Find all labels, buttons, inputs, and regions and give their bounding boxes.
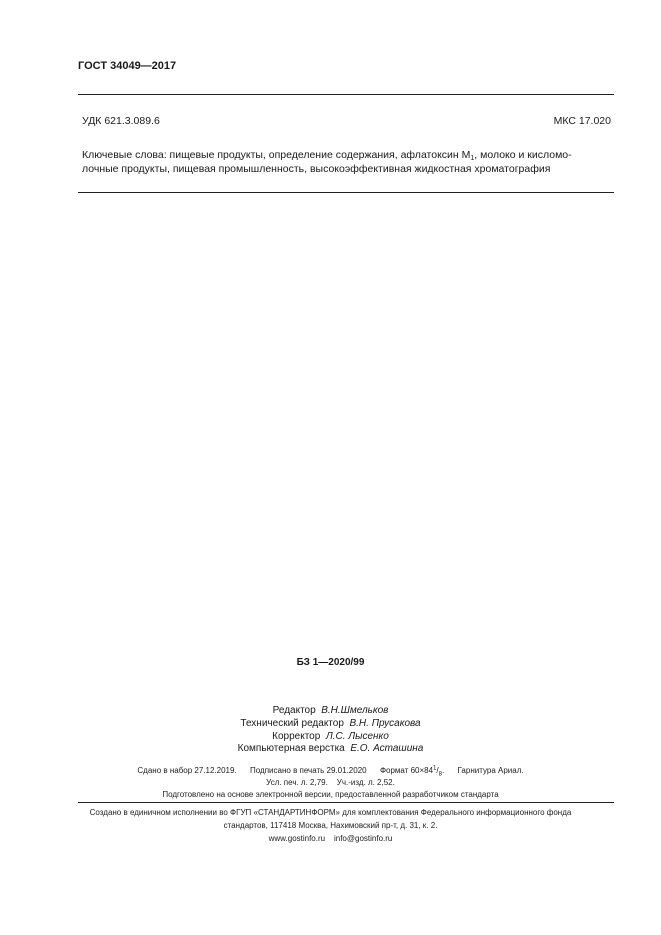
- footer-contacts: [0, 832, 661, 845]
- print-sheets: Усл. печ. л. 2,79.: [266, 778, 328, 787]
- footer-line: стандартов, 117418 Москва, Нахимовский пр-т, д. 31, к. 2.: [223, 821, 438, 830]
- top-divider: [78, 94, 614, 95]
- credit-row: [0, 743, 661, 756]
- keywords-text: , молоко и кисломо-: [474, 149, 572, 161]
- credit-role: Корректор: [272, 730, 321, 742]
- credit-name: Л.С. Лысенко: [325, 730, 389, 742]
- bz-number: БЗ 1—2020/99: [296, 657, 365, 668]
- credits-block: [0, 705, 661, 756]
- subscript-index: 1: [470, 155, 475, 162]
- format: Формат $60\times 84^1/_8$.: [379, 765, 445, 778]
- credit-row: [0, 718, 661, 731]
- sent-date: Сдано в набор 27.12.2019.: [137, 766, 237, 775]
- keywords-divider: [78, 192, 614, 193]
- credit-role: Компьютерная верстка: [237, 743, 345, 755]
- publishing-info: [0, 765, 661, 801]
- credit-row: [0, 705, 661, 718]
- footer-line: Создано в единичном исполнении во ФГУП «СТАНДАРТИНФОРМ» для комплектования Федерального информационного фонда: [89, 808, 572, 817]
- keywords-line-2: лочные продукты, пищевая промышленность, высокоэффективная жидкостная хроматография: [82, 163, 551, 175]
- footer-block: [0, 806, 661, 845]
- credit-name: В.Н.Шмельков: [321, 705, 389, 716]
- credit-row: [0, 731, 661, 744]
- mks-code: МКС 17.020: [553, 115, 611, 127]
- credit-role: Редактор: [272, 705, 316, 716]
- keywords-text: Ключевые слова: пищевые продукты, определение содержания, афлатоксин М: [82, 149, 471, 161]
- udc-code: УДК 621.3.089.6: [82, 115, 160, 127]
- keywords-line-1: [82, 148, 610, 162]
- footer-divider: [78, 802, 614, 803]
- credit-name: В.Н. Прусакова: [349, 717, 421, 729]
- keywords-block: [82, 148, 610, 176]
- publishing-row: [0, 777, 661, 789]
- publisher-sheets: Уч.-изд. л. 2,52.: [336, 778, 395, 787]
- prepared-note: Подготовлено на основе электронной версии, предоставленной разработчиком стандарта: [162, 790, 499, 799]
- credit-name: Е.О. Асташина: [350, 743, 424, 755]
- credit-role: Технический редактор: [240, 717, 344, 729]
- publishing-row: [0, 765, 661, 777]
- website-link: www.gostinfo.ru: [268, 834, 326, 843]
- email-link: info@gostinfo.ru: [333, 834, 393, 843]
- typeface: Гарнитура Ариал.: [457, 766, 524, 775]
- document-id: ГОСТ 34049—2017: [78, 60, 177, 72]
- signed-date: Подписано в печать 29.01.2020: [250, 766, 367, 775]
